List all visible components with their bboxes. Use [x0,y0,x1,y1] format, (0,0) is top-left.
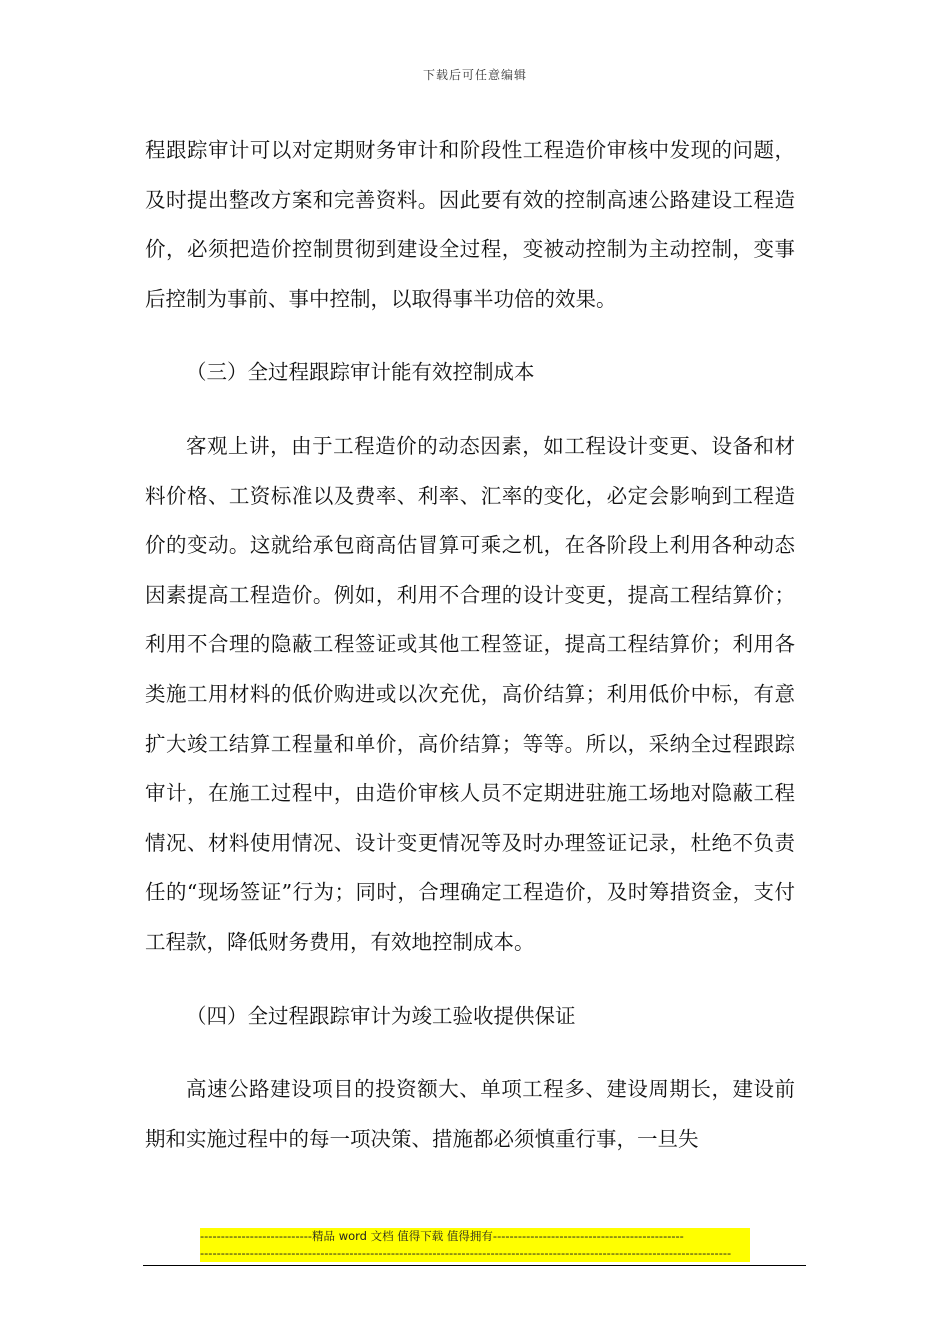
footer-banner [200,1228,750,1262]
paragraph-gap [145,968,795,992]
paragraph-acceptance: 高速公路建设项目的投资额大、单项工程多、建设周期长，建设前期和实施过程中的每一项决策、措施都必须慎重行事，一旦失 [145,1077,795,1151]
section-heading-3: （三）全过程跟踪审计能有效控制成本 [186,360,535,385]
paragraph-cost-control: 客观上讲，由于工程造价的动态因素，如工程设计变更、设备和材料价格、工资标准以及费率、利率、汇率的变化，必定会影响到工程造价的变动。这就给承包商高估冒算可乘之机，在各阶段上利用各种动态因素提高工程造价。例如，利用不合理的设计变更，提高工程结算价；利用不合理的隐蔽工程签证或其他工程签证，提高工程结算价；利用各类施工用材料的低价购进或以次充优，高价结算；利用低价中标，有意扩大竣工结算工程量和单价，高价结算；等等。所以，采纳全过程跟踪审计，在施工过程中，由造价审核人员不定期进驻施工场地对隐蔽工程情况、材料使用情况、设计变更情况等及时办理签证记录，杜绝不负责任的“现场签证”行为；同时，合理确定工程造价，及时筹措资金，支付工程款，降低财务费用，有效地控制成本。 [145,433,795,954]
section-heading-4: （四）全过程跟踪审计为竣工验收提供保证 [186,1003,576,1028]
paragraph-gap [145,398,795,422]
paragraph-gap [145,324,795,348]
footer-banner-line-2: -------------------------------------------------------------------------------------------------------------------------------- [200,1246,732,1260]
page-header: 下载后可任意编辑 [422,68,527,82]
paragraph-continuation: 程跟踪审计可以对定期财务审计和阶段性工程造价审核中发现的问题，及时提出整改方案和完善资料。因此要有效的控制高速公路建设工程造价，必须把造价控制贯彻到建设全过程，变被动控制为主动控制，变事后控制为事前、事中控制，以取得事半功倍的效果。 [145,138,795,311]
footer-divider [143,1265,806,1266]
footer-banner-line-1: ---------------------------精品 word 文档 值得下载 值得拥有---------------------------------------------- [200,1229,684,1243]
paragraph-gap [145,1041,795,1065]
document-body [145,126,795,1164]
